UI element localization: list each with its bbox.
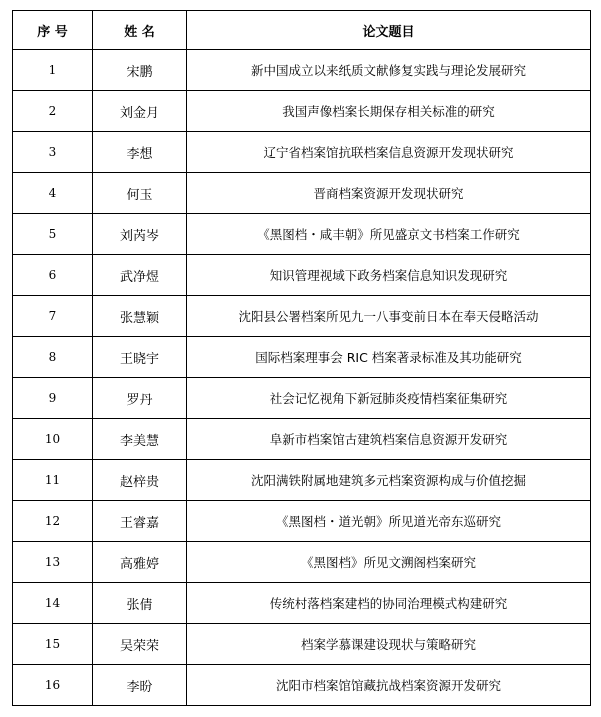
header-name: 姓 名 (93, 11, 187, 50)
title-cell: 沈阳县公署档案所见九一八事变前日本在奉天侵略活动 (187, 296, 591, 337)
seq-cell: 12 (13, 501, 93, 542)
title-cell: 辽宁省档案馆抗联档案信息资源开发现状研究 (187, 132, 591, 173)
table-row (13, 378, 591, 419)
seq-cell: 9 (13, 378, 93, 419)
table-row (13, 255, 591, 296)
title-cell: 传统村落档案建档的协同治理模式构建研究 (187, 583, 591, 624)
name-cell: 李想 (93, 132, 187, 173)
seq-cell: 2 (13, 91, 93, 132)
seq-cell: 14 (13, 583, 93, 624)
thesis-table (12, 10, 591, 706)
seq-cell: 10 (13, 419, 93, 460)
name-cell: 刘金月 (93, 91, 187, 132)
name-cell: 宋鹏 (93, 50, 187, 91)
table-row (13, 583, 591, 624)
seq-cell: 6 (13, 255, 93, 296)
name-cell: 何玉 (93, 173, 187, 214)
seq-cell: 15 (13, 624, 93, 665)
table-row (13, 624, 591, 665)
name-cell: 李美慧 (93, 419, 187, 460)
title-cell: 《黑图档》所见文溯阁档案研究 (187, 542, 591, 583)
name-cell: 李昐 (93, 665, 187, 706)
table-row (13, 337, 591, 378)
title-cell: 《黑图档・咸丰朝》所见盛京文书档案工作研究 (187, 214, 591, 255)
name-cell: 张慧颖 (93, 296, 187, 337)
seq-cell: 5 (13, 214, 93, 255)
name-cell: 张倩 (93, 583, 187, 624)
name-cell: 高雅婷 (93, 542, 187, 583)
seq-cell: 4 (13, 173, 93, 214)
seq-cell: 13 (13, 542, 93, 583)
name-cell: 赵梓贵 (93, 460, 187, 501)
table-row (13, 296, 591, 337)
title-cell: 沈阳市档案馆馆藏抗战档案资源开发研究 (187, 665, 591, 706)
title-cell: 我国声像档案长期保存相关标准的研究 (187, 91, 591, 132)
header-seq: 序 号 (13, 11, 93, 50)
table-row (13, 91, 591, 132)
table-row (13, 665, 591, 706)
table-row (13, 460, 591, 501)
name-cell: 武净煜 (93, 255, 187, 296)
table-row (13, 173, 591, 214)
name-cell: 吴荣荣 (93, 624, 187, 665)
header-title: 论文题目 (187, 11, 591, 50)
seq-cell: 11 (13, 460, 93, 501)
title-cell: 档案学慕课建设现状与策略研究 (187, 624, 591, 665)
title-cell: 知识管理视域下政务档案信息知识发现研究 (187, 255, 591, 296)
table-row (13, 50, 591, 91)
table-row (13, 542, 591, 583)
title-cell: 社会记忆视角下新冠肺炎疫情档案征集研究 (187, 378, 591, 419)
seq-cell: 3 (13, 132, 93, 173)
title-cell: 新中国成立以来纸质文献修复实践与理论发展研究 (187, 50, 591, 91)
title-cell: 阜新市档案馆古建筑档案信息资源开发研究 (187, 419, 591, 460)
seq-cell: 1 (13, 50, 93, 91)
table-row (13, 132, 591, 173)
title-cell: 晋商档案资源开发现状研究 (187, 173, 591, 214)
table-body (13, 50, 591, 706)
title-cell: 沈阳满铁附属地建筑多元档案资源构成与价值挖掘 (187, 460, 591, 501)
table-row (13, 214, 591, 255)
table-row (13, 501, 591, 542)
title-cell: 国际档案理事会 RIC 档案著录标准及其功能研究 (187, 337, 591, 378)
seq-cell: 7 (13, 296, 93, 337)
name-cell: 刘芮岑 (93, 214, 187, 255)
seq-cell: 16 (13, 665, 93, 706)
name-cell: 王睿嘉 (93, 501, 187, 542)
table-header-row (13, 11, 591, 50)
name-cell: 罗丹 (93, 378, 187, 419)
table-row (13, 419, 591, 460)
name-cell: 王晓宇 (93, 337, 187, 378)
seq-cell: 8 (13, 337, 93, 378)
title-cell: 《黑图档・道光朝》所见道光帝东巡研究 (187, 501, 591, 542)
